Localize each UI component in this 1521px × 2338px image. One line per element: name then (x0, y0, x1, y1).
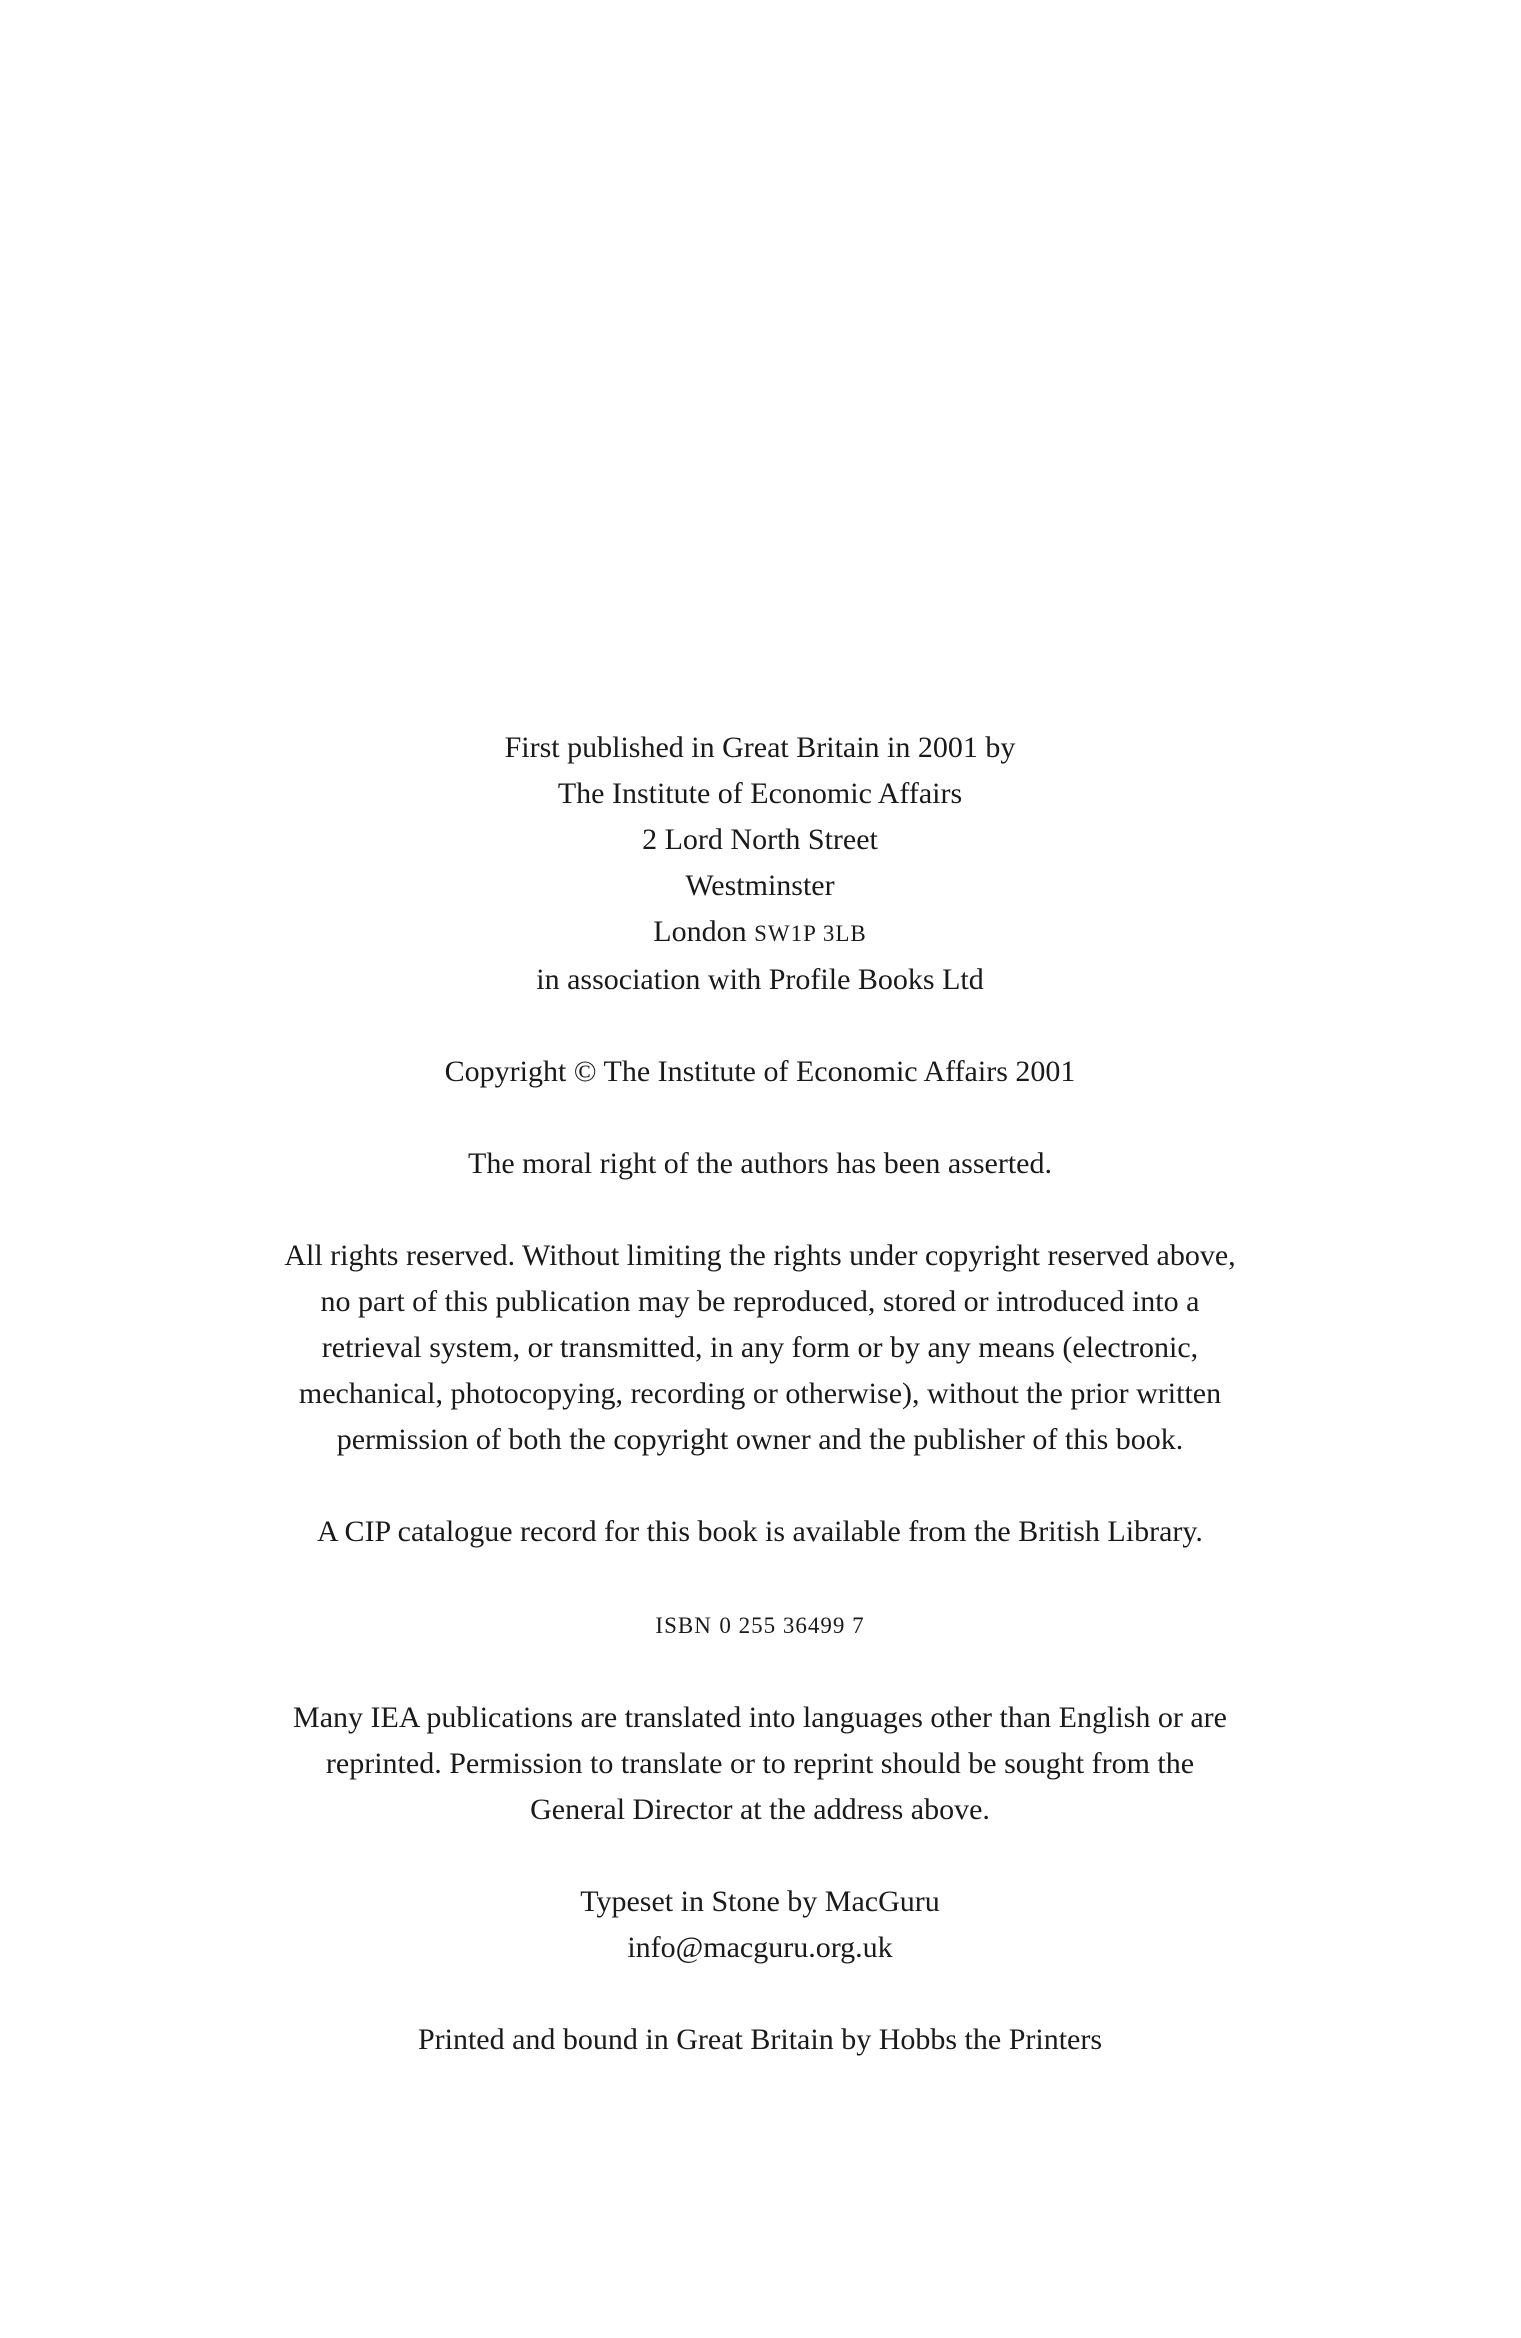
spacer (260, 1095, 1260, 1141)
typesetter-email: info@macguru.org.uk (627, 1931, 893, 1964)
spacer (260, 1649, 1260, 1695)
copyright-line: Copyright © The Institute of Economic Affairs 2001 (444, 1055, 1076, 1088)
copyright-notice (260, 1049, 1260, 1095)
typesetter-notice (260, 1879, 1260, 1971)
isbn-number: 0 255 36499 7 (719, 1613, 865, 1638)
street-line: 2 Lord North Street (642, 823, 878, 856)
publisher-name-line: The Institute of Economic Affairs (557, 777, 963, 810)
spacer (260, 1833, 1260, 1879)
isbn-notice (260, 1601, 1260, 1649)
translation-paragraph (260, 1695, 1260, 1833)
spacer (260, 1003, 1260, 1049)
moral-right-notice (260, 1141, 1260, 1187)
rights-reserved-paragraph (260, 1233, 1260, 1463)
rights-line: retrieval system, or transmitted, in any form or by any means (electronic, (321, 1331, 1199, 1364)
first-published-line: First published in Great Britain in 2001 by (504, 731, 1016, 764)
printed-line: Printed and bound in Great Britain by Hobbs the Printers (417, 2023, 1103, 2056)
district-line: Westminster (685, 869, 835, 902)
spacer (260, 1971, 1260, 2017)
isbn-label: ISBN (655, 1613, 712, 1638)
rights-line: mechanical, photocopying, recording or otherwise), without the prior written (298, 1377, 1222, 1410)
spacer (260, 1555, 1260, 1601)
rights-line: permission of both the copyright owner and the publisher of this book. (336, 1423, 1184, 1456)
spacer (260, 1463, 1260, 1509)
postcode: SW1P 3LB (754, 921, 867, 946)
rights-line: no part of this publication may be reproduced, stored or introduced into a (320, 1285, 1200, 1318)
imprint-text (260, 725, 1260, 2063)
cip-notice (260, 1509, 1260, 1555)
typeset-line: Typeset in Stone by MacGuru (580, 1885, 940, 1918)
city-postcode-line (260, 909, 1260, 957)
publisher-address (260, 725, 1260, 1003)
spacer (260, 1187, 1260, 1233)
rights-line: All rights reserved. Without limiting the rights under copyright reserved above, (284, 1239, 1236, 1272)
translation-line: reprinted. Permission to translate or to reprint should be sought from the (325, 1747, 1195, 1780)
moral-right-line: The moral right of the authors has been asserted. (468, 1147, 1052, 1180)
translation-line: Many IEA publications are translated into languages other than English or are (293, 1701, 1227, 1734)
translation-line: General Director at the address above. (530, 1793, 990, 1826)
isbn-line (260, 1601, 1260, 1649)
cip-line: A CIP catalogue record for this book is available from the British Library. (317, 1515, 1203, 1548)
association-line: in association with Profile Books Ltd (536, 963, 984, 996)
printer-notice (260, 2017, 1260, 2063)
city: London (653, 915, 747, 948)
